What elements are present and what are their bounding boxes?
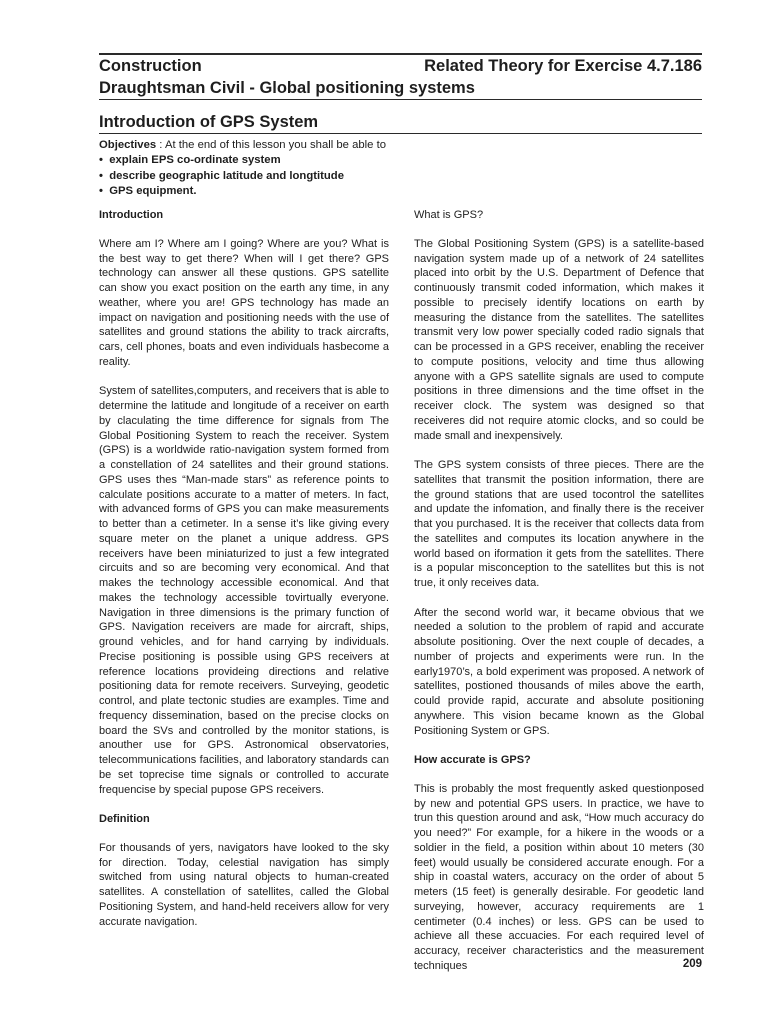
- objectives-label: Objectives: [99, 139, 157, 151]
- paragraph: Where am I? Where am I going? Where are you? What is the best way to get there? When will I get there? GPS technology can answer all these qustions. GPS satellite can show you exact position on the earth any time, in any weather, where you are! GPS technology has made an impact on navigation and positioning needs with the use of satellites and ground stations the ability to track aircrafts, cars, cell phones, boats and even individuals hasbecome a reality.: [99, 237, 389, 368]
- header-trade: Construction: [99, 57, 202, 75]
- heading-introduction: Introduction: [99, 209, 164, 221]
- heading-how-accurate: How accurate is GPS?: [414, 754, 531, 766]
- paragraph: The Global Positioning System (GPS) is a satellite-based navigation system made up of a network of 24 satellites placed into orbit by the U.S. Department of Defence that continuously transmit coded information, which makes it possible to precisely identify locations on earth by measuring the distance from the satellites. The satellites transmit very low power specially coded radio signals that can be processed in a GPS receiver, enabling the receiver to compute positions, velocity and time thus allowing anyone with a GPS satellite signals are used to compute positions in three dimensions and the time offset in the receiver clock. The system was designed so that receiveres did not require atomic clocks, and so could be made small and inexpensively.: [414, 237, 704, 442]
- section-title: Introduction of GPS System: [99, 113, 319, 131]
- objectives-block: [99, 138, 699, 199]
- heading-definition: Definition: [99, 813, 150, 825]
- objective-item: • describe geographic latitude and longtitude: [99, 169, 699, 184]
- objective-item: • explain EPS co-ordinate system: [99, 153, 699, 168]
- page-number: 209: [682, 958, 702, 970]
- heading-what-is-gps: What is GPS?: [414, 209, 484, 221]
- objectives-intro: [99, 138, 699, 153]
- header-bottom-rule: [99, 99, 702, 100]
- header-subtitle: Draughtsman Civil - Global positioning systems: [99, 79, 475, 97]
- section-title-rule: [99, 133, 702, 134]
- paragraph: After the second world war, it became obvious that we needed a solution to the problem of rapid and accurate absolute positioning. Over the next couple of decades, a number of projects and experiments were run. In the early1970’s, a bold experiment was proposed. A network of satellites, postioned thousands of miles above the earth, could provide rapid, accurate and absolute positioning anywhere. This vision became known as the Global Positioning System or GPS.: [414, 606, 704, 737]
- left-column: [99, 208, 389, 944]
- objectives-list: [99, 153, 699, 199]
- objective-item: • GPS equipment.: [99, 184, 699, 199]
- header-exercise: Related Theory for Exercise 4.7.186: [424, 57, 702, 75]
- paragraph: This is probably the most frequently asked questionposed by new and potential GPS users. In practice, we have to trun this question around and ask, “How much accuracy do you need?” For example, for a hikere in the woods or a soldier in the field, a position within about 10 meters (30 feet) would usually be considered accurate enough. For a ship in coastal waters, accuracy on the order of about 5 meters (15 feet) is generally desirable. For geodetic land surveying, however, accuracy requirements are 1 centimeter (0.4 inches) or less. GPS can be used to achieve all these accuacies. For each required level of accuracy, receiver characteristics and the measurement techniques: [414, 782, 704, 972]
- header-title-row: [99, 56, 702, 76]
- right-column: [414, 208, 704, 988]
- paragraph: System of satellites,computers, and receivers that is able to determine the latitude and longitude of a receiver on earth by claculating the time difference for signals from The Global Positioning System to reach the receiver. System (GPS) is a worldwide ratio-navigation system formed from a constellation of 24 satellites and their ground stations. GPS uses thes “Man-made stars” as reference points to calculate positions accurate to a matter of meters. In fact, with advanced forms of GPS you can make measurements to better than a cetimeter. In a sense it’s like giving every square meter on the planet a unique address. GPS receivers have been miniaturized to just a few integrated circuits and so are becoming very economical. And that makes the technology accessible economical. And that makes the technology accessible tovirtually everyone. Navigation in three dimensions is the primary function of GPS. Navigation receivers are made for aircraft, ships, ground vehicles, and for hand carrying by individuals. Precise positioning is possible using GPS receivers at reference locations provideing directions and relative positioning data for remote receivers. Surveying, geodetic control, and plate tectonic studies are examples. Time and frequency dissemination, based on the precise clocks on board the SVs and controlled by the monitor stations, is anouther use for GPS. Astronomical observatories, telecommunications facilities, and laboratory standards can be set toprecise time signals or controlled to accurate frequencise by special pupose GPS receivers.: [99, 385, 389, 796]
- paragraph: For thousands of yers, navigators have looked to the sky for direction. Today, celestial navigation has simply switched from using natural objects to human-created satellites. A constellation of satellites, called the Global Positioning System, and hand-held receivers allow for very accurate navigation.: [99, 841, 389, 928]
- header-top-rule: [99, 53, 702, 55]
- paragraph: The GPS system consists of three pieces. There are the satellites that transmit the position information, there are the ground stations that are used tocontrol the satellites and update the infomation, and finally there is the receiver that you purchased. It is the receiver that collects data from the satellites and computes its location anywhere in the world based on iformation it gets from the satellites. There is a popular misconception to the satellites but this is not true, it only receives data.: [414, 459, 704, 589]
- objectives-intro-text: : At the end of this lesson you shall be able to: [156, 139, 387, 151]
